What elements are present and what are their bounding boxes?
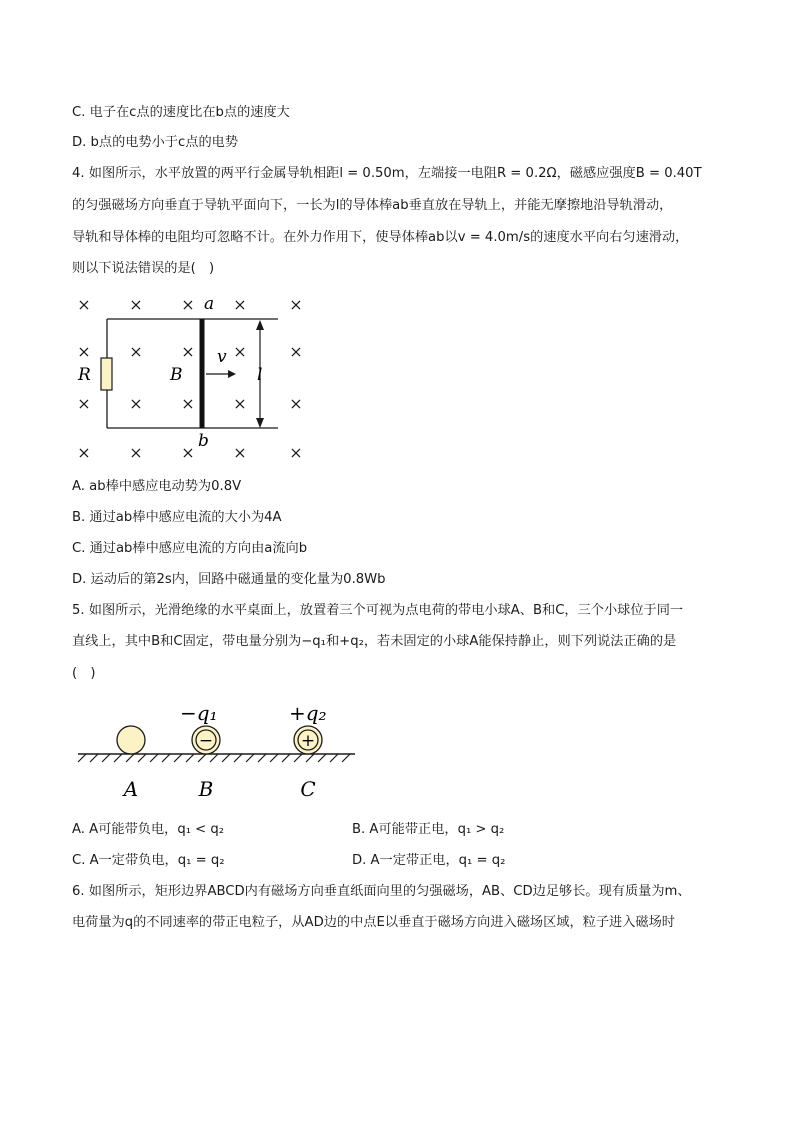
q5-option-a: A. A可能带负电，q₁ < q₂	[72, 822, 225, 837]
field-cross: ×	[233, 295, 247, 314]
field-cross: ×	[289, 295, 303, 314]
label-a: a	[204, 294, 215, 314]
minus-sign: −	[198, 731, 214, 751]
ball-a	[117, 726, 145, 754]
field-cross: ×	[77, 342, 91, 361]
charge-label-c: +q₂	[289, 701, 327, 725]
field-cross: ×	[233, 443, 247, 462]
q3-option-d: D. b点的电势小于c点的电势	[72, 135, 239, 150]
field-cross: ×	[289, 443, 303, 462]
field-cross: ×	[289, 342, 303, 361]
q5-option-d: D. A一定带正电，q₁ = q₂	[352, 853, 506, 868]
q5-figure	[70, 694, 370, 806]
q6-stem-line1: 6. 如图所示，矩形边界ABCD内有磁场方向垂直纸面向里的匀强磁场，AB、CD边足够长。现有质量为m、	[72, 884, 691, 899]
label-R: R	[78, 365, 91, 385]
q5-stem-line2: 直线上，其中B和C固定，带电量分别为−q₁和+q₂，若未固定的小球A能保持静止，则下列说法正确的是	[72, 634, 677, 649]
field-cross: ×	[181, 394, 195, 413]
charge-label-b: −q₁	[180, 701, 218, 725]
field-cross: ×	[181, 443, 195, 462]
q4-option-d: D. 运动后的第2s内，回路中磁通量的变化量为0.8Wb	[72, 572, 386, 587]
label-ball-b: B	[198, 777, 214, 801]
label-l: l	[257, 365, 263, 385]
field-cross: ×	[129, 394, 143, 413]
q4-option-a: A. ab棒中感应电动势为0.8V	[72, 479, 242, 494]
field-cross: ×	[233, 394, 247, 413]
q3-option-c: C. 电子在c点的速度比在b点的速度大	[72, 105, 290, 120]
label-ball-a: A	[123, 777, 139, 801]
q5-option-c: C. A一定带负电，q₁ = q₂	[72, 853, 225, 868]
label-B: B	[170, 365, 183, 385]
field-cross: ×	[181, 295, 195, 314]
q4-stem-line4: 则以下说法错误的是( )	[72, 261, 215, 276]
field-cross: ×	[289, 394, 303, 413]
field-cross: ×	[77, 295, 91, 314]
plus-sign: +	[300, 731, 316, 751]
resistor	[101, 358, 112, 390]
field-cross: ×	[129, 295, 143, 314]
field-cross: ×	[77, 443, 91, 462]
q4-stem-line1: 4. 如图所示，水平放置的两平行金属导轨相距l = 0.50m，左端接一电阻R = 0.2Ω，磁感应强度B = 0.40T	[72, 166, 702, 181]
q5-option-b: B. A可能带正电，q₁ > q₂	[352, 822, 505, 837]
field-cross: ×	[181, 342, 195, 361]
q5-stem-line1: 5. 如图所示，光滑绝缘的水平桌面上，放置着三个可视为点电荷的带电小球A、B和C，三个小球位于同一	[72, 603, 684, 618]
label-v: v	[217, 347, 227, 367]
q4-figure	[70, 286, 320, 466]
q6-stem-line2: 电荷量为q的不同速率的带正电粒子，从AD边的中点E以垂直于磁场方向进入磁场区域，粒子进入磁场时	[72, 915, 675, 930]
field-cross: ×	[77, 394, 91, 413]
q4-option-b: B. 通过ab棒中感应电流的大小为4A	[72, 510, 282, 525]
field-cross: ×	[129, 342, 143, 361]
q4-option-c: C. 通过ab棒中感应电流的方向由a流向b	[72, 541, 308, 556]
label-b: b	[198, 431, 209, 451]
q5-stem-line3: ( )	[72, 666, 96, 681]
label-ball-c: C	[300, 777, 316, 801]
field-cross: ×	[129, 443, 143, 462]
q4-stem-line2: 的匀强磁场方向垂直于导轨平面向下，一长为l的导体棒ab垂直放在导轨上，并能无摩擦地沿导轨滑动，	[72, 198, 673, 213]
q4-stem-line3: 导轨和导体棒的电阻均可忽略不计。在外力作用下，使导体棒ab以v = 4.0m/s的速度水平向右匀速滑动，	[72, 230, 689, 245]
field-cross: ×	[233, 342, 247, 361]
